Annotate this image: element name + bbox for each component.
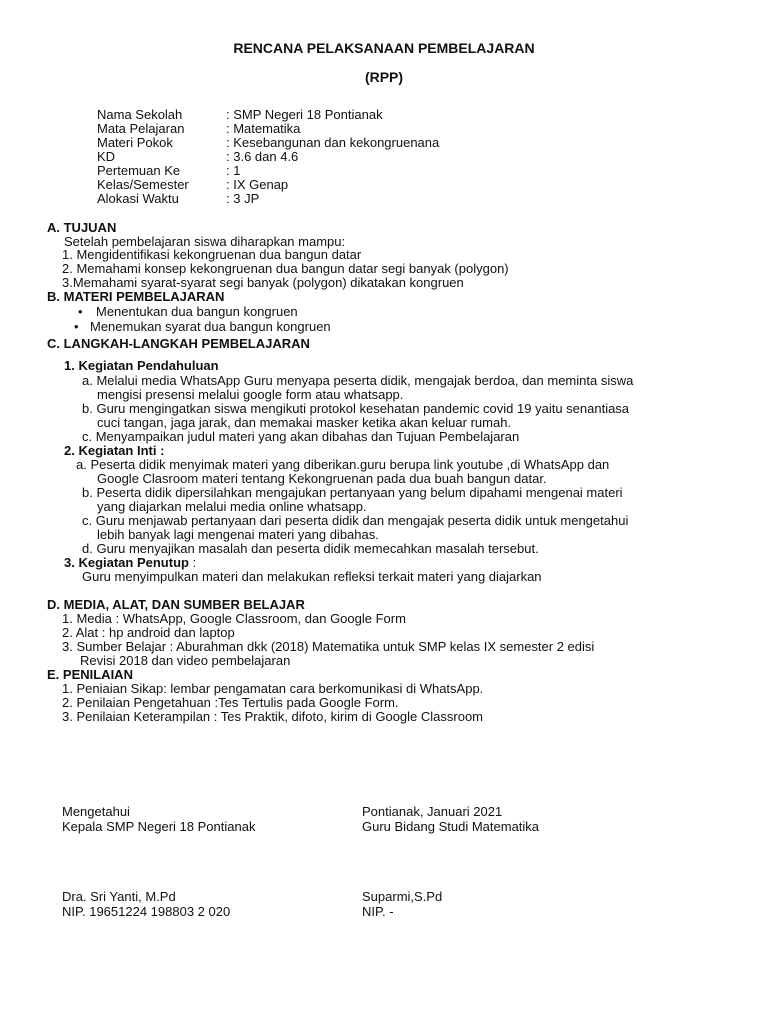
penilaian-item: 2. Penilaian Pengetahuan :Tes Tertulis pada Google Form. [62, 695, 399, 710]
pendahuluan-text: mengisi presensi melalui google form atau whatsapp. [97, 387, 404, 402]
signature-left-line1: Mengetahui [62, 804, 130, 819]
kegiatan-inti-heading: 2. Kegiatan Inti : [64, 443, 165, 458]
media-item: 2. Alat : hp android dan laptop [62, 625, 235, 640]
identity-row [97, 108, 439, 122]
tujuan-intro: Setelah pembelajaran siswa diharapkan mampu: [64, 234, 346, 249]
section-heading-penilaian: E. PENILAIAN [47, 667, 133, 682]
signature-right-nip: NIP. - [362, 904, 394, 919]
signature-left-nip: NIP. 19651224 198803 2 020 [62, 904, 231, 919]
section-heading-langkah: C. LANGKAH-LANGKAH PEMBELAJARAN [47, 336, 310, 351]
identity-label: KD [97, 149, 116, 164]
penilaian-item: 3. Penilaian Keterampilan : Tes Praktik, difoto, kirim di Google Classroom [62, 709, 484, 724]
document-title: RENCANA PELAKSANAAN PEMBELAJARAN [233, 40, 535, 56]
media-item: 1. Media : WhatsApp, Google Classroom, dan Google Form [62, 611, 406, 626]
materi-item: Menentukan dua bangun kongruen [96, 304, 298, 319]
identity-value: : Matematika [226, 121, 301, 136]
identity-value: : 3.6 dan 4.6 [226, 149, 299, 164]
signature-right-line1: Pontianak, Januari 2021 [362, 804, 503, 819]
signature-right-line2: Guru Bidang Studi Matematika [362, 819, 540, 834]
identity-row [97, 164, 439, 178]
inti-text: c. Guru menjawab pertanyaan dari peserta didik dan mengajak peserta didik untuk mengetahui [82, 513, 629, 528]
media-item: 3. Sumber Belajar : Aburahman dkk (2018) Matematika untuk SMP kelas IX semester 2 edisi [62, 639, 595, 654]
signature-left-name: Dra. Sri Yanti, M.Pd [62, 889, 176, 904]
signature-left-line2: Kepala SMP Negeri 18 Pontianak [62, 819, 256, 834]
identity-label: Nama Sekolah [97, 107, 183, 122]
document-subtitle: (RPP) [364, 69, 404, 85]
section-heading-tujuan: A. TUJUAN [47, 220, 117, 235]
section-heading-materi: B. MATERI PEMBELAJARAN [47, 289, 225, 304]
identity-table [97, 108, 439, 206]
pendahuluan-text: a. Melalui media WhatsApp Guru menyapa peserta didik, mengajak berdoa, dan meminta siswa [82, 373, 634, 388]
identity-label: Kelas/Semester [97, 177, 189, 192]
tujuan-item: 2. Memahami konsep kekongruenan dua bangun datar segi banyak (polygon) [62, 261, 509, 276]
identity-row [97, 136, 439, 150]
penutup-heading-label: 3. Kegiatan Penutup [64, 555, 189, 570]
inti-text: d. Guru menyajikan masalah dan peserta didik memecahkan masalah tersebut. [82, 541, 539, 556]
identity-row [97, 122, 439, 136]
identity-value: : IX Genap [226, 177, 289, 192]
pendahuluan-text: c. Menyampaikan judul materi yang akan dibahas dan Tujuan Pembelajaran [82, 429, 520, 444]
media-item: Revisi 2018 dan video pembelajaran [80, 653, 291, 668]
identity-label: Mata Pelajaran [97, 121, 185, 136]
penutup-heading-suffix: : [188, 555, 197, 570]
pendahuluan-text: b. Guru mengingatkan siswa mengikuti protokol kesehatan pandemic covid 19 yaitu senantiasa [82, 401, 630, 416]
identity-value: : 1 [226, 163, 241, 178]
penutup-text: Guru menyimpulkan materi dan melakukan refleksi terkait materi yang diajarkan [82, 569, 542, 584]
identity-row [97, 178, 439, 192]
inti-text: yang diajarkan melalui media online whatsapp. [97, 499, 367, 514]
identity-value: : 3 JP [226, 191, 260, 206]
identity-label: Materi Pokok [97, 135, 173, 150]
kegiatan-pendahuluan-heading: 1. Kegiatan Pendahuluan [64, 358, 219, 373]
identity-label: Alokasi Waktu [97, 191, 179, 206]
penilaian-item: 1. Peniaian Sikap: lembar pengamatan cara berkomunikasi di WhatsApp. [62, 681, 484, 696]
identity-row [97, 192, 439, 206]
inti-text: a. Peserta didik menyimak materi yang diberikan.guru berupa link youtube ,di WhatsApp dan [76, 457, 610, 472]
identity-row [97, 150, 439, 164]
inti-text: b. Peserta didik dipersilahkan mengajukan pertanyaan yang belum dipahami mengenai materi [82, 485, 623, 500]
inti-text: Google Clasroom materi tentang Kekongruenan pada dua buah bangun datar. [97, 471, 547, 486]
tujuan-item: 3.Memahami syarat-syarat segi banyak (polygon) dikatakan kongruen [62, 275, 464, 290]
identity-label: Pertemuan Ke [97, 163, 181, 178]
signature-right-name: Suparmi,S.Pd [362, 889, 443, 904]
identity-value: : SMP Negeri 18 Pontianak [226, 107, 383, 122]
bullet-icon: • [78, 304, 83, 319]
inti-text: lebih banyak lagi mengenai materi yang dibahas. [97, 527, 379, 542]
section-heading-media: D. MEDIA, ALAT, DAN SUMBER BELAJAR [47, 597, 305, 612]
materi-item: Menemukan syarat dua bangun kongruen [90, 319, 331, 334]
kegiatan-penutup-heading [64, 556, 196, 570]
bullet-icon: • [74, 319, 79, 334]
identity-value: : Kesebangunan dan kekongruenana [226, 135, 440, 150]
tujuan-item: 1. Mengidentifikasi kekongruenan dua bangun datar [62, 247, 362, 262]
pendahuluan-text: cuci tangan, jaga jarak, dan memakai masker ketika akan keluar rumah. [97, 415, 512, 430]
